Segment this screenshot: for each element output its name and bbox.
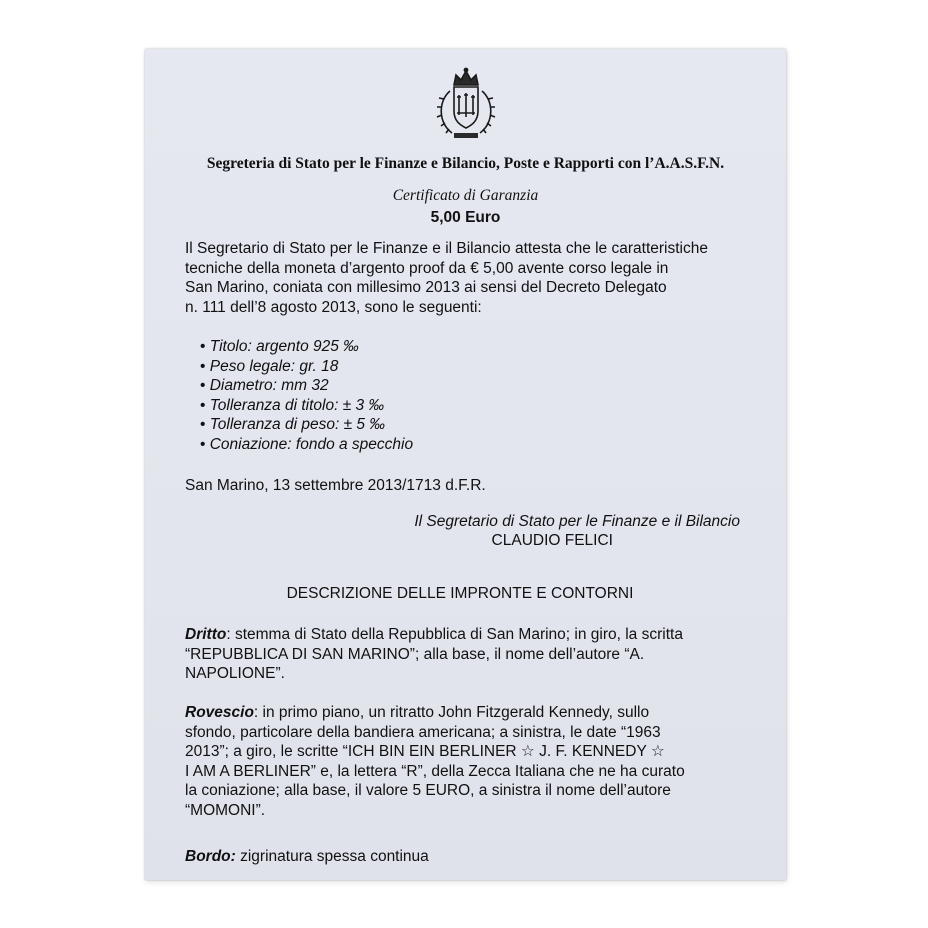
dritto-line <box>185 625 750 645</box>
rovescio-line: la coniazione; alla base, il valore 5 EURO, a sinistra il nome dell’autore <box>185 782 671 799</box>
rovescio-line: I AM A BERLINER” e, la lettera “R”, della Zecca Italiana che ne ha curato <box>185 762 685 780</box>
intro-line: n. 111 dell’8 agosto 2013, sono le seguenti: <box>185 298 482 316</box>
spec-item: • Tolleranza di titolo: ± 3 ‰ <box>200 396 413 416</box>
document-header: Segreteria di Stato per le Finanze e Bilancio, Poste e Rapporti con l’A.A.S.F.N. <box>206 155 725 172</box>
spec-list <box>200 337 413 454</box>
dritto-text: : stemma di Stato della Repubblica di San Marino; in giro, la scritta <box>226 626 683 643</box>
intro-paragraph <box>185 239 750 317</box>
dritto-paragraph <box>185 625 750 684</box>
intro-line: San Marino, coniata con millesimo 2013 ai sensi del Decreto Delegato <box>185 279 667 296</box>
spec-item: • Tolleranza di peso: ± 5 ‰ <box>200 415 413 435</box>
dritto-label: Dritto <box>185 626 227 643</box>
place-date: San Marino, 13 settembre 2013/1713 d.F.R. <box>185 477 486 494</box>
rovescio-paragraph <box>185 703 750 820</box>
rovescio-text: : in primo piano, un ritratto John Fitzgerald Kennedy, sullo <box>253 704 650 721</box>
intro-line: Il Segretario di Stato per le Finanze e il Bilancio attesta che le caratteristiche <box>185 240 708 257</box>
dritto-line: “REPUBBLICA DI SAN MARINO”; alla base, il nome dell’autore “A. <box>185 645 645 663</box>
bordo-paragraph <box>185 847 750 867</box>
coin-amount: 5,00 Euro <box>430 209 501 226</box>
document-subtitle: Certificato di Garanzia <box>392 187 539 204</box>
rovescio-line: sfondo, particolare della bandiera americana; a sinistra, le date “1963 <box>185 723 661 741</box>
rovescio-line: “MOMONI”. <box>185 801 266 819</box>
description-title: DESCRIZIONE DELLE IMPRONTE E CONTORNI <box>286 585 634 602</box>
rovescio-line: 2013”; a giro, le scritte “ICH BIN EIN BERLINER ☆ J. F. KENNEDY ☆ <box>185 743 665 760</box>
signatory-title: Il Segretario di Stato per le Finanze e il Bilancio <box>414 513 740 530</box>
rovescio-line <box>185 703 750 723</box>
dritto-line: NAPOLIONE”. <box>185 665 285 682</box>
bordo-label: Bordo: <box>185 848 236 865</box>
spec-item: • Diametro: mm 32 <box>200 376 413 396</box>
rovescio-label: Rovescio <box>185 704 254 721</box>
spec-item: • Coniazione: fondo a specchio <box>200 435 413 455</box>
san-marino-coat-of-arms-icon <box>432 67 500 145</box>
bordo-text: zigrinatura spessa continua <box>235 848 429 865</box>
spec-item: • Titolo: argento 925 ‰ <box>200 337 413 357</box>
spec-item: • Peso legale: gr. 18 <box>200 357 413 377</box>
intro-line: tecniche della moneta d’argento proof da € 5,00 avente corso legale in <box>185 259 669 277</box>
signatory-name: CLAUDIO FELICI <box>491 532 613 549</box>
certificate-card <box>145 49 786 880</box>
